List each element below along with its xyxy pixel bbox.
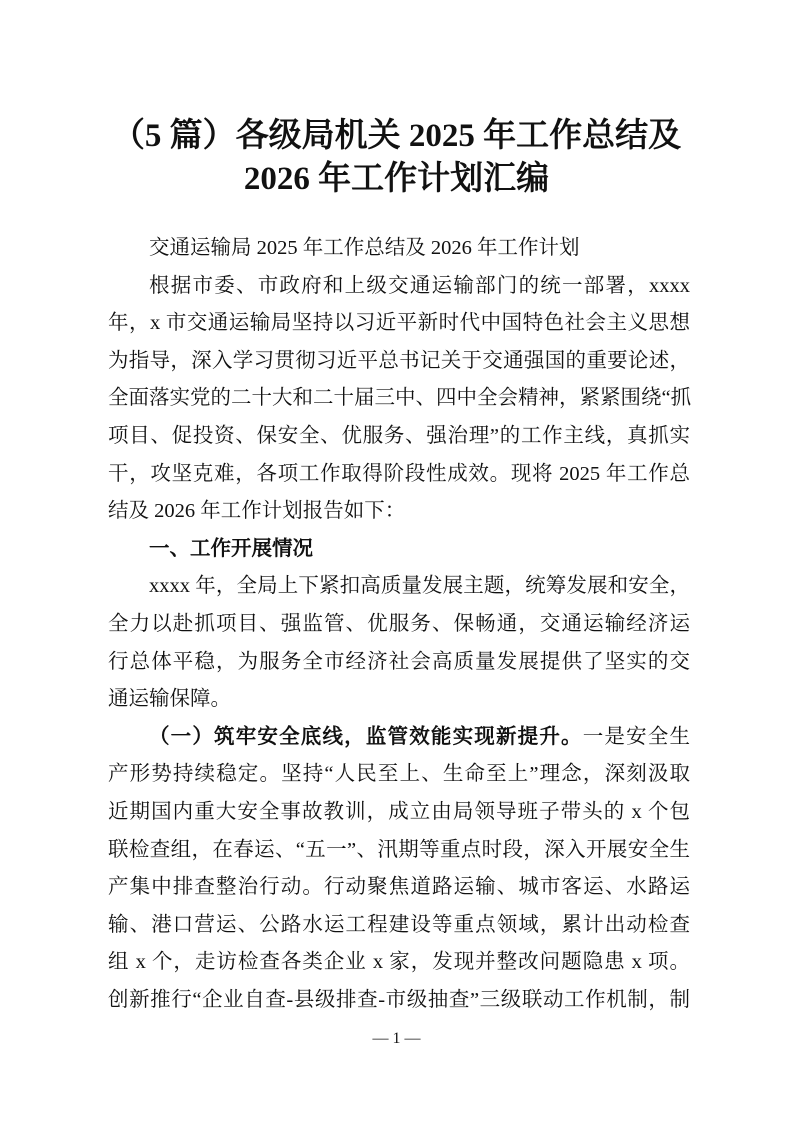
text-line: 年，x 市交通运输局坚持以习近平新时代中国特色社会主义思想 xyxy=(108,312,690,335)
text-line: 干，攻坚克难，各项工作取得阶段性成效。现将 2025 年工作总 xyxy=(108,462,690,485)
text-line: 联检查组，在春运、“五一”、汛期等重点时段，深入开展安全生 xyxy=(108,838,690,861)
text-line: 项目、促投资、保安全、优服务、强治理”的工作主线，真抓实 xyxy=(108,424,690,447)
text-line: 一、工作开展情况 xyxy=(149,537,313,560)
section-heading: （一）筑牢安全底线，监管效能实现新提升。 xyxy=(149,725,583,748)
document-body xyxy=(108,230,690,1019)
text-line: 通运输保障。 xyxy=(108,688,231,711)
text-line: 交通运输局 2025 年工作总结及 2026 年工作计划 xyxy=(149,237,580,259)
text-line: 根据市委、市政府和上级交通运输部门的统一部署，xxxx xyxy=(149,274,690,297)
text-line: 近期国内重大安全事故教训，成立由局领导班子带头的 x 个包 xyxy=(108,800,690,823)
page-number: — 1 — xyxy=(372,1030,421,1047)
document-title-line-1: （5 篇）各级局机关 2025 年工作总结及 xyxy=(111,118,682,154)
text-line: 全面落实党的二十大和二十届三中、四中全会精神，紧紧围绕“抓 xyxy=(108,387,692,410)
text-line: 产集中排查整治行动。行动聚焦道路运输、城市客运、水路运 xyxy=(108,876,690,899)
text-line: 为指导，深入学习贯彻习近平总书记关于交通强国的重要论述， xyxy=(108,349,690,372)
text-line: xxxx 年，全局上下紧扣高质量发展主题，统筹发展和安全， xyxy=(149,575,690,598)
document-title-line-2: 2026 年工作计划汇编 xyxy=(243,161,550,197)
text-run: 一是安全生 xyxy=(582,725,690,748)
text-line xyxy=(108,719,690,757)
text-line: 行总体平稳，为服务全市经济社会高质量发展提供了坚实的交 xyxy=(108,650,690,673)
text-line: 输、港口营运、公路水运工程建设等重点领域，累计出动检查 xyxy=(108,913,690,936)
text-line: 产形势持续稳定。坚持“人民至上、生命至上”理念，深刻汲取 xyxy=(108,763,690,786)
text-line: 全力以赴抓项目、强监管、优服务、保畅通，交通运输经济运 xyxy=(108,612,690,635)
text-line: 组 x 个，走访检查各类企业 x 家，发现并整改问题隐患 x 项。 xyxy=(108,951,690,974)
text-line: 结及 2026 年工作计划报告如下： xyxy=(108,500,406,523)
text-line: 创新推行“企业自查-县级排查-市级抽查”三级联动工作机制，制 xyxy=(108,988,690,1011)
